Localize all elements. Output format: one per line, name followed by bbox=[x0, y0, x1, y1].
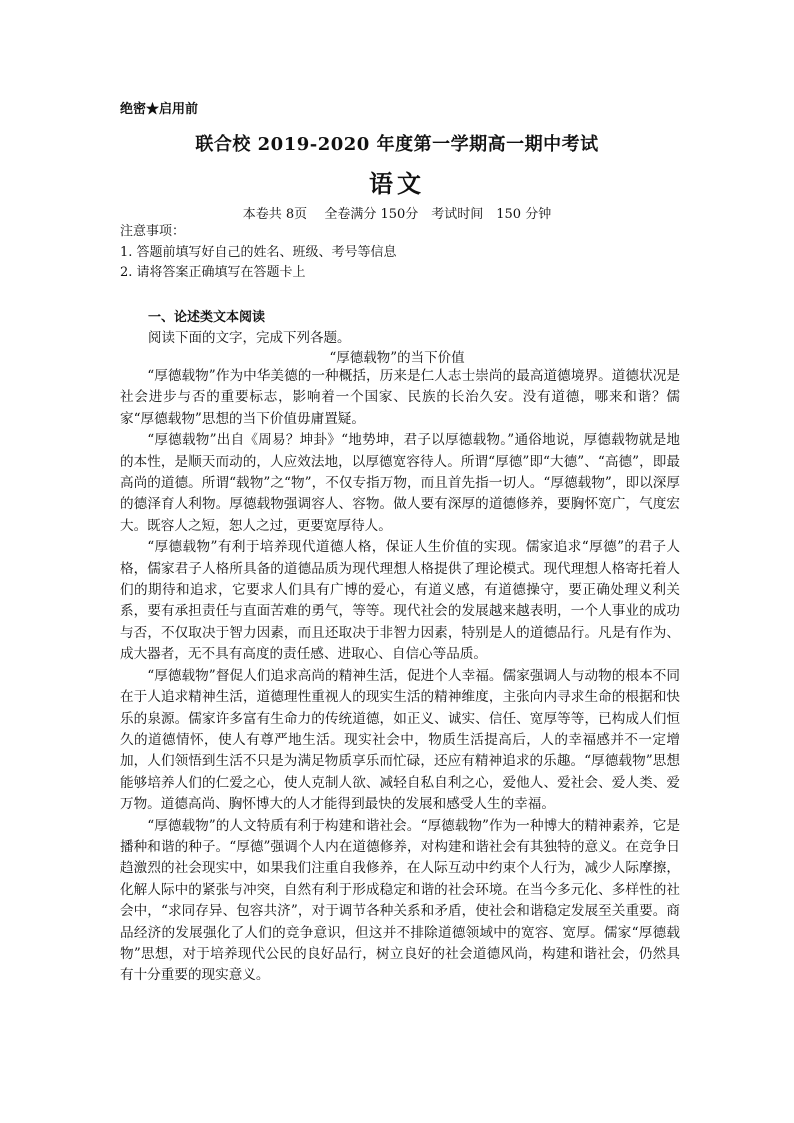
secret-mark: 绝密★启用前 bbox=[120, 102, 199, 117]
section-heading: 一、论述类文本阅读 bbox=[148, 310, 266, 325]
subject-title: 语文 bbox=[369, 169, 425, 198]
exam-title: 联合校 2019-2020 年度第一学期高一期中考试 bbox=[195, 134, 599, 155]
article-paragraph: “厚德载物”的人文特质有利于构建和谐社会。“厚德载物”作为一种博大的精神素养，它是播种和谐的种子。“厚德”强调个人内在道德修养，对构建和谐社会有其独特的意义。在竞争日趋激烈的社会现实中，如果我们注重自我修养，在人际互动中约束个人行为，减少人际摩擦，化解人际中的紧张与冲突，自然有利于形成稳定和谐的社会环境。在当今多元化、多样性的社会中，“求同存异、包容共济”，对于调节各种关系和矛盾，使社会和谐稳定发展至关重要。商品经济的发展强化了人们的竞争意识，但这并不排除道德领域中的宽容、宽厚。儒家“厚德载物”思想，对于培养现代公民的良好品行，树立良好的社会道德风尚，构建和谐社会，仍然具有十分重要的现实意义。 bbox=[120, 817, 680, 984]
notes-item: 2. 请将答案正确填写在答题卡上 bbox=[120, 265, 306, 280]
notes-block bbox=[120, 222, 397, 284]
article-paragraph: “厚德载物”出自《周易？坤卦》“地势坤，君子以厚德载物。”通俗地说，厚德载物就是地的本性，是顺天而动的，人应效法地，以厚德宽容待人。所谓“厚德”即“大德”、“高德”，即最高尚的道德。所谓“载物”之“物”，不仅专指万物，而且首先指一切人。“厚德载物”，即以深厚的德泽育人利物。厚德载物强调容人、容物。做人要有深厚的道德修养，要胸怀宽广，气度宏大。既容人之短，恕人之过，更要宽厚待人。 bbox=[120, 432, 680, 534]
article-paragraph: “厚德载物”有利于培养现代道德人格，保证人生价值的实现。儒家追求“厚德”的君子人格，儒家君子人格所具备的道德品质为现代理想人格提供了理论模式。现代理想人格寄托着人们的期待和追求，它要求人们具有广博的爱心，有道义感，有道德操守，要正确处理义利关系，要有承担责任与直面苦难的勇气，等等。现代社会的发展越来越表明，一个人事业的成功与否，不仅取决于智力因素，而且还取决于非智力因素，特别是人的道德品行。凡是有作为、成大器者，无不具有高度的责任感、进取心、自信心等品质。 bbox=[120, 539, 680, 663]
section-instruction: 阅读下面的文字，完成下列各题。 bbox=[148, 330, 351, 346]
exam-meta: 本卷共 8页 全卷满分 150分 考试时间 150 分钟 bbox=[242, 207, 552, 222]
article-body bbox=[120, 366, 680, 987]
notes-heading: 注意事项： bbox=[120, 224, 186, 239]
article-paragraph: “厚德载物”作为中华美德的一种概括，历来是仁人志士崇尚的最高道德境界。道德状况是社会进步与否的重要标志，影响着一个国家、民族的长治久安。没有道德，哪来和谐？儒家“厚德载物”思想的当下价值毋庸置疑。 bbox=[120, 368, 680, 427]
article-title: “厚德载物”的当下价值 bbox=[329, 350, 465, 366]
notes-item: 1. 答题前填写好自己的姓名、班级、考号等信息 bbox=[120, 244, 397, 260]
article-paragraph: “厚德载物”督促人们追求高尚的精神生活，促进个人幸福。儒家强调人与动物的根本不同在于人追求精神生活，道德理性重视人的现实生活的精神维度，主张向内寻求生命的根据和快乐的泉源。儒家许多富有生命力的传统道德，如正义、诚实、信任、宽厚等等，已构成人们恒久的道德情怀，使人有尊严地生活。现实社会中，物质生活提高后，人的幸福感并不一定增加，人们领悟到生活不只是为满足物质享乐而忙碌，还应有精神追求的乐趣。“厚德载物”思想能够培养人们的仁爱之心，使人克制人欲、减轻自私自利之心，爱他人、爱社会、爱人类、爱万物。道德高尚、胸怀博大的人才能得到最快的发展和感受人生的幸福。 bbox=[120, 667, 680, 813]
